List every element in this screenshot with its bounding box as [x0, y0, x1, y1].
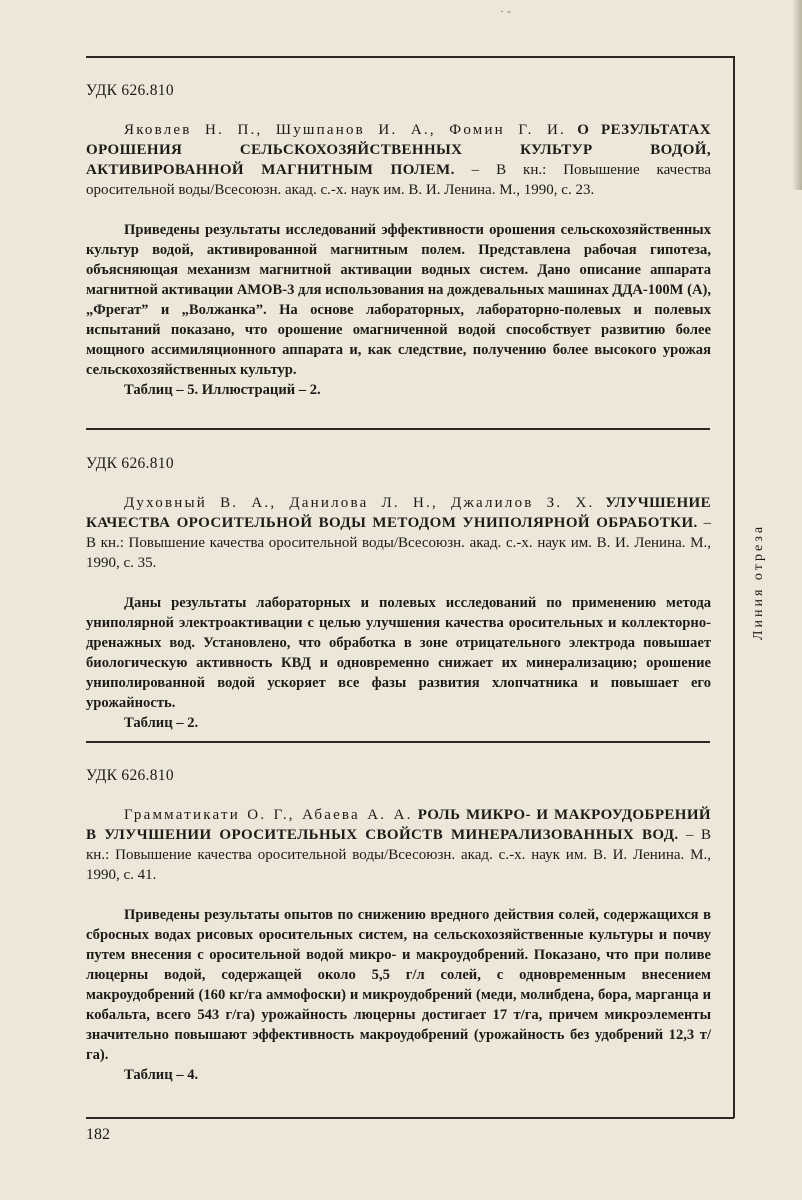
cut-line	[733, 56, 735, 1118]
citation	[86, 493, 711, 573]
abstract-entry	[86, 455, 711, 733]
source: – В кн.: Повышение качества оросительной воды/Всесоюзн. акад. с.-х. наук им. В. И. Ленина. М., 1990, с. 41.	[86, 827, 711, 883]
article-title: РОЛЬ МИКРО- И МАКРОУДОБРЕНИЙ В УЛУЧШЕНИИ ОРОСИТЕЛЬНЫХ СВОЙСТВ МИНЕРАЛИЗОВАННЫХ ВОД.	[86, 807, 711, 843]
abstract-entry	[86, 767, 711, 1085]
page-number: 182	[86, 1126, 110, 1143]
abstract-text: Приведены результаты опытов по снижению вредного действия солей, содержащихся в сбросных водах рисовых оросительных систем, на сельскохозяйственные культуры и почву путем внесения с оросительной водой микро- и макроудобрений. Показано, что при поливе люцерны водой, содержащей около 5,5 г/л солей, с одновременным внесением макроудобрений (160 кг/га аммофоски) и микроудобрений (меди, молибдена, бора, марганца и кобальта, всего 543 г/га) урожайность люцерны достигает 17 т/га, причем микроэлементы значительно повышают эффективность макроудобрений (урожайность без удобрений 12,3 т/га).	[86, 907, 711, 1063]
source: – В кн.: Повышение качества оросительной воды/Всесоюзн. акад. с.-х. наук им. В. И. Ленина. М., 1990, с. 35.	[86, 515, 711, 571]
udk-code: УДК 626.810	[86, 767, 174, 784]
source: – В кн.: Повышение качества оросительной воды/Всесоюзн. акад. с.-х. наук им. В. И. Ленина. М., 1990, с. 23.	[86, 162, 711, 198]
tables-count: Таблиц – 4.	[124, 1067, 199, 1083]
authors: Духовный В. А., Данилова Л. Н., Джалилов З. Х.	[124, 495, 595, 511]
citation	[86, 805, 711, 885]
entry-separator	[86, 428, 710, 430]
article-title: УЛУЧШЕНИЕ КАЧЕСТВА ОРОСИТЕЛЬНОЙ ВОДЫ МЕТОДОМ УНИПОЛЯРНОЙ ОБРАБОТКИ.	[86, 495, 711, 531]
bottom-rule	[86, 1117, 734, 1119]
abstract-text: Даны результаты лабораторных и полевых исследований по применению метода униполярной электроактивации с целью улучшения качества оросительных и коллекторно-дренажных вод. Установлено, что обработка в зоне отрицательного электрода повышает биологическую активность КВД и одновременно снижает их минерализацию; орошение униполированной водой ускоряет все фазы развития хлопчатника и повышает его урожайность.	[86, 595, 711, 711]
udk-code: УДК 626.810	[86, 455, 174, 472]
article-title: О РЕЗУЛЬТАТАХ ОРОШЕНИЯ СЕЛЬСКОХОЗЯЙСТВЕННЫХ КУЛЬТУР ВОДОЙ, АКТИВИРОВАННОЙ МАГНИТНЫМ ПОЛЕМ.	[86, 122, 711, 178]
udk-code: УДК 626.810	[86, 82, 174, 99]
tables-count: Таблиц – 5. Иллюстраций – 2.	[124, 382, 321, 398]
authors: Грамматикати О. Г., Абаева А. А.	[124, 807, 413, 823]
page-edge-shadow	[792, 0, 802, 190]
abstract-text: Приведены результаты исследований эффективности орошения сельскохозяйственных культур водой, активированной магнитным полем. Представлена рабочая гипотеза, объясняющая механизм магнитной активации водных систем. Дано описание аппарата магнитной активации АМОВ-3 для использования на дождевальных машинах ДДА-100М (А), „Фрегат” и „Волжанка”. На основе лабораторных, лабораторно-полевых и полевых испытаний показано, что орошение омагниченной водой способствует развитию более мощного ассимиляционного аппарата и, как следствие, получению более высокого урожая сельскохозяйственных культур.	[86, 222, 712, 378]
corner-mark: · -	[500, 4, 511, 18]
tables-count: Таблиц – 2.	[124, 715, 199, 731]
top-rule	[86, 56, 734, 58]
citation	[86, 120, 711, 200]
entry-separator	[86, 741, 710, 743]
abstract-entry	[86, 82, 711, 400]
cut-line-label: Линия отреза	[751, 523, 766, 640]
authors: Яковлев Н. П., Шушпанов И. А., Фомин Г. И.	[124, 122, 566, 138]
